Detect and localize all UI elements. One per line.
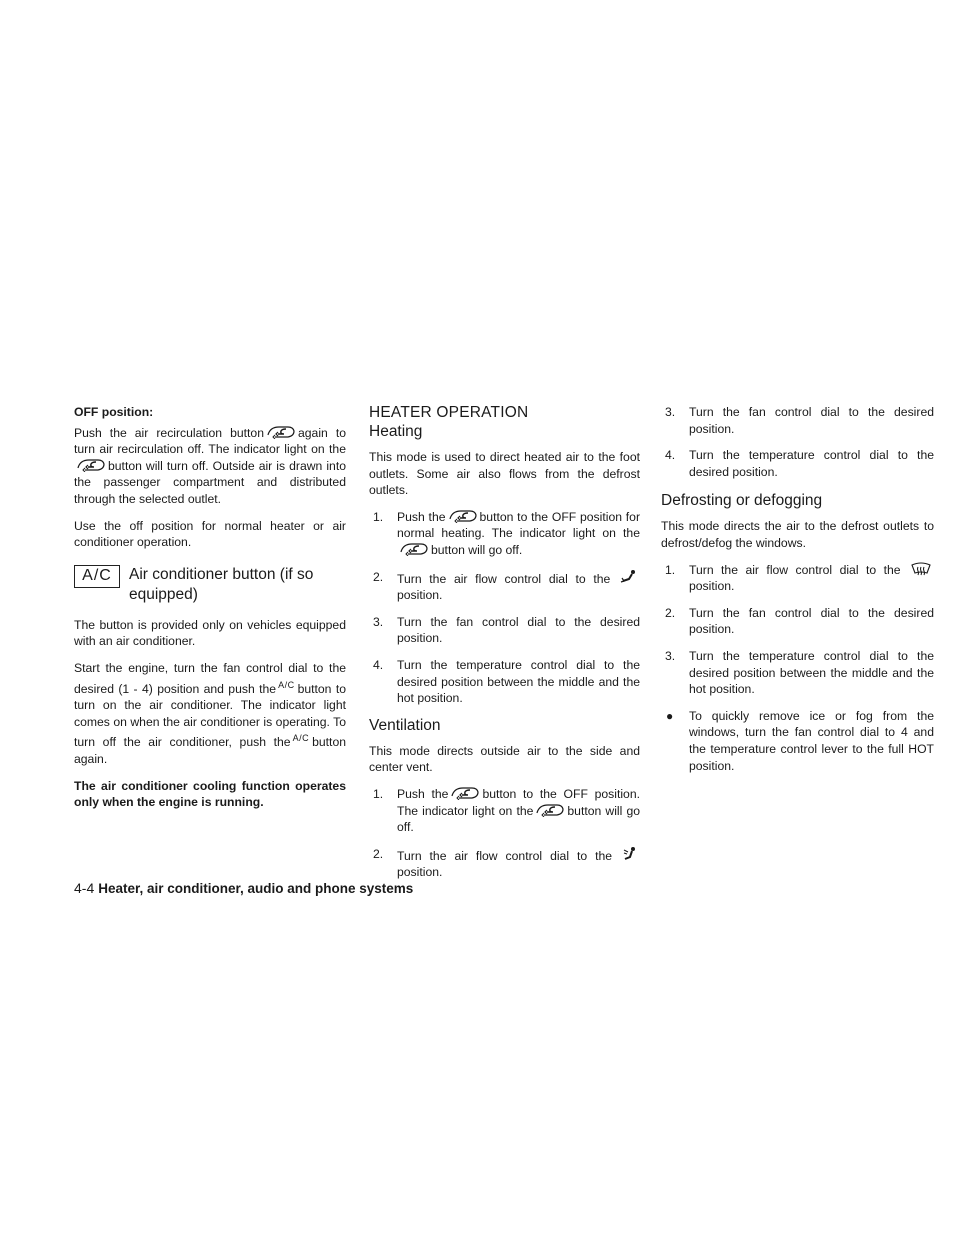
ac-button-icon: A/C — [74, 565, 120, 588]
air-recirculation-icon — [535, 803, 565, 817]
air-recirculation-icon — [266, 425, 296, 439]
heating-paragraph: This mode is used to direct heated air to the foot outlets. Some air also flows from the defrost outlets. — [369, 450, 640, 498]
column-right — [661, 404, 934, 774]
ventilation-steps — [369, 786, 640, 881]
air-recirculation-icon — [448, 509, 478, 523]
list-item: 1. Push the button to the OFF position. The indicator light on the button will go off. — [373, 786, 641, 835]
list-item: 1. Push the button to the OFF position for normal heating. The indicator light on thebutton will go off. — [373, 509, 641, 557]
list-item: 3. Turn the fan control dial to the desired position. — [665, 405, 934, 436]
ac-button-heading — [74, 565, 346, 605]
vent-mode-icon — [622, 846, 638, 862]
defrost-icon — [910, 562, 932, 576]
ac-section-title: Air conditioner button (if so equipped) — [129, 565, 314, 603]
off-paragraph-2: Use the off position for normal heater or air conditioner operation. — [74, 518, 346, 550]
bullet-icon: ● — [666, 708, 674, 723]
air-recirculation-icon — [399, 542, 429, 556]
page-footer — [74, 880, 413, 896]
list-item: 3. Turn the fan control dial to the desired position. — [373, 614, 640, 646]
foot-mode-icon — [620, 569, 638, 585]
heater-operation-title: HEATER OPERATION — [369, 404, 529, 421]
list-item: 4. Turn the temperature control dial to the desired position between the middle and the hot position. — [373, 657, 640, 706]
defrost-paragraph: This mode directs the air to the defrost outlets to defrost/defog the windows. — [661, 519, 934, 550]
list-item: 2. Turn the air flow control dial to the position. — [369, 569, 640, 604]
ventilation-paragraph: This mode directs outside air to the side and center vent. — [369, 743, 640, 775]
page-number: 4-4 — [74, 880, 95, 896]
defrost-steps — [661, 562, 934, 698]
section-title: Heater, air conditioner, audio and phone systems — [98, 881, 414, 896]
list-item: 2. Turn the air flow control dial to the position. — [369, 846, 640, 881]
column-left — [74, 404, 346, 821]
list-item: 4. Turn the temperature control dial to the desired position. — [665, 448, 934, 479]
list-item: ● To quickly remove ice or fog from the windows, turn the fan control dial to 4 and the temperature control lever to the full HOT position. — [666, 708, 934, 773]
ac-paragraph-2: Start the engine, turn the fan control dial to the desired (1 - 4) position and push the $^{A/C}$ button to turn on the air conditioner. The indicator light comes on when the air conditioner is operating. To turn off the air conditioner, push the $^{A/C}$ button again. — [74, 660, 347, 766]
ac-paragraph-1: The button is provided only on vehicles equipped with an air conditioner. — [74, 617, 346, 649]
air-recirculation-icon — [76, 458, 106, 472]
heating-title: Heating — [369, 423, 423, 440]
air-recirculation-icon — [450, 786, 480, 800]
defrost-title: Defrosting or defogging — [661, 492, 823, 510]
list-item: 2. Turn the fan control dial to the desired position. — [665, 605, 934, 637]
ac-note: The air conditioner cooling function operates only when the engine is running. — [74, 778, 346, 810]
ac-inline-icon: A/C — [278, 679, 295, 690]
off-paragraph-1: Push the air recirculation button again to turn air recirculation off. The indicator light on thebutton will turn off. Outside air is drawn into the passenger compartment and distributed through the selected outlet. — [74, 425, 346, 506]
ac-inline-icon: A/C — [292, 733, 310, 744]
list-item: 1. Turn the air flow control dial to the position. — [661, 562, 934, 595]
heating-steps — [369, 509, 640, 707]
list-item: 3. Turn the temperature control dial to the desired position between the middle and the hot position. — [665, 648, 934, 697]
off-position-heading: OFF position: — [74, 405, 154, 419]
heating-steps-continued — [661, 404, 934, 480]
column-middle — [369, 404, 640, 891]
ventilation-title: Ventilation — [369, 716, 441, 734]
